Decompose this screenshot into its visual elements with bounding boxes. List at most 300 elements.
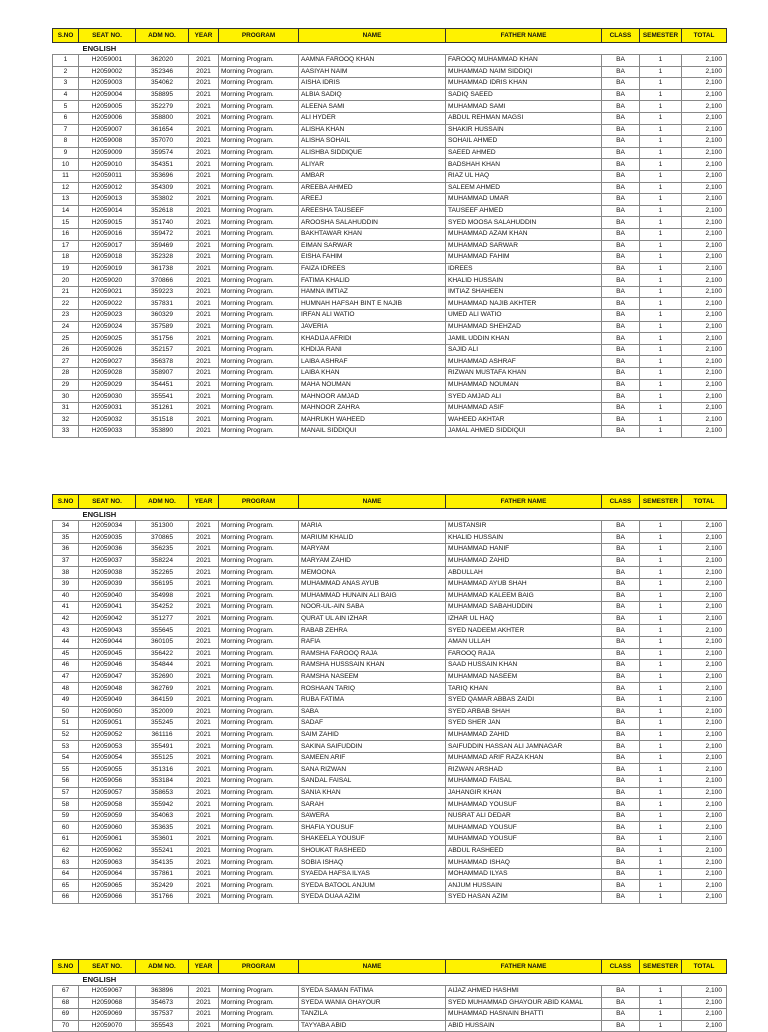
cell-total: 2,100 xyxy=(682,414,727,426)
cell-year: 2021 xyxy=(189,834,219,846)
cell-sno: 60 xyxy=(53,822,79,834)
cell-year: 2021 xyxy=(189,764,219,776)
cell-adm-no: 359574 xyxy=(136,147,189,159)
cell-father-name: RIZWAN ARSHAD xyxy=(446,764,602,776)
cell-name: RAMSHA NASEEM xyxy=(299,671,446,683)
cell-total: 2,100 xyxy=(682,310,727,322)
cell-name: RUBA FATIMA xyxy=(299,694,446,706)
cell-program: Morning Program. xyxy=(219,402,299,414)
cell-year: 2021 xyxy=(189,741,219,753)
cell-adm-no: 356422 xyxy=(136,648,189,660)
cell-sno: 65 xyxy=(53,880,79,892)
cell-class: BA xyxy=(602,310,640,322)
cell-adm-no: 351277 xyxy=(136,613,189,625)
table-row xyxy=(53,986,727,998)
cell-program: Morning Program. xyxy=(219,834,299,846)
cell-class: BA xyxy=(602,636,640,648)
cell-semester: 1 xyxy=(640,567,682,579)
cell-father-name: MUHAMMAD YOUSUF xyxy=(446,799,602,811)
cell-adm-no: 353890 xyxy=(136,426,189,438)
cell-sno: 24 xyxy=(53,321,79,333)
cell-semester: 1 xyxy=(640,997,682,1009)
cell-adm-no: 355942 xyxy=(136,799,189,811)
cell-program: Morning Program. xyxy=(219,764,299,776)
cell-total: 2,100 xyxy=(682,89,727,101)
cell-name: MANAIL SIDDIQUI xyxy=(299,426,446,438)
cell-class: BA xyxy=(602,671,640,683)
table-row xyxy=(53,205,727,217)
cell-seat-no: H2059065 xyxy=(79,880,136,892)
cell-father-name: MUHAMMAD NOUMAN xyxy=(446,379,602,391)
cell-total: 2,100 xyxy=(682,252,727,264)
table-row xyxy=(53,613,727,625)
cell-seat-no: H2059021 xyxy=(79,286,136,298)
table-row xyxy=(53,159,727,171)
cell-adm-no: 357537 xyxy=(136,1009,189,1021)
table-row xyxy=(53,194,727,206)
cell-program: Morning Program. xyxy=(219,729,299,741)
cell-program: Morning Program. xyxy=(219,986,299,998)
table-row xyxy=(53,298,727,310)
cell-sno: 7 xyxy=(53,124,79,136)
cell-total: 2,100 xyxy=(682,578,727,590)
cell-name: SYEDA WANIA GHAYOUR xyxy=(299,997,446,1009)
cell-adm-no: 358653 xyxy=(136,787,189,799)
table-block xyxy=(52,959,726,1032)
cell-class: BA xyxy=(602,706,640,718)
cell-seat-no: H2059064 xyxy=(79,868,136,880)
cell-semester: 1 xyxy=(640,368,682,380)
cell-father-name: NUSRAT ALI DEDAR xyxy=(446,810,602,822)
cell-class: BA xyxy=(602,414,640,426)
cell-program: Morning Program. xyxy=(219,521,299,533)
cell-year: 2021 xyxy=(189,402,219,414)
cell-seat-no: H2059048 xyxy=(79,683,136,695)
column-header-class: CLASS xyxy=(602,29,640,43)
cell-year: 2021 xyxy=(189,275,219,287)
cell-sno: 5 xyxy=(53,101,79,113)
cell-year: 2021 xyxy=(189,391,219,403)
cell-name: MAHNOOR ZAHRA xyxy=(299,402,446,414)
cell-father-name: MUHAMMAD ASHRAF xyxy=(446,356,602,368)
cell-father-name: AIJAZ AHMED HASHMI xyxy=(446,986,602,998)
table-row xyxy=(53,555,727,567)
cell-total: 2,100 xyxy=(682,101,727,113)
table-row xyxy=(53,636,727,648)
cell-adm-no: 355491 xyxy=(136,741,189,753)
column-header-name: NAME xyxy=(299,960,446,974)
cell-year: 2021 xyxy=(189,567,219,579)
cell-adm-no: 357861 xyxy=(136,868,189,880)
table-row xyxy=(53,66,727,78)
cell-seat-no: H2059005 xyxy=(79,101,136,113)
cell-seat-no: H2059055 xyxy=(79,764,136,776)
cell-seat-no: H2059022 xyxy=(79,298,136,310)
cell-sno: 66 xyxy=(53,892,79,904)
cell-adm-no: 352429 xyxy=(136,880,189,892)
cell-total: 2,100 xyxy=(682,55,727,67)
cell-seat-no: H2059029 xyxy=(79,379,136,391)
cell-year: 2021 xyxy=(189,356,219,368)
table-row xyxy=(53,671,727,683)
cell-year: 2021 xyxy=(189,683,219,695)
cell-semester: 1 xyxy=(640,636,682,648)
table-row xyxy=(53,182,727,194)
cell-sno: 69 xyxy=(53,1009,79,1021)
cell-program: Morning Program. xyxy=(219,78,299,90)
cell-adm-no: 352328 xyxy=(136,252,189,264)
table-row xyxy=(53,391,727,403)
section-title: ENGLISH xyxy=(82,43,117,53)
cell-total: 2,100 xyxy=(682,706,727,718)
cell-year: 2021 xyxy=(189,578,219,590)
cell-seat-no: H2059067 xyxy=(79,986,136,998)
cell-class: BA xyxy=(602,159,640,171)
table-row xyxy=(53,625,727,637)
cell-semester: 1 xyxy=(640,521,682,533)
cell-sno: 48 xyxy=(53,683,79,695)
cell-name: AROOSHA SALAHUDDIN xyxy=(299,217,446,229)
cell-name: MAHNOOR AMJAD xyxy=(299,391,446,403)
cell-year: 2021 xyxy=(189,321,219,333)
table-row xyxy=(53,764,727,776)
cell-semester: 1 xyxy=(640,66,682,78)
cell-father-name: MOHAMMAD ILYAS xyxy=(446,868,602,880)
cell-seat-no: H2059066 xyxy=(79,892,136,904)
cell-semester: 1 xyxy=(640,544,682,556)
cell-program: Morning Program. xyxy=(219,101,299,113)
cell-name: AMBAR xyxy=(299,170,446,182)
cell-sno: 39 xyxy=(53,578,79,590)
table-row xyxy=(53,718,727,730)
cell-name: LAIBA KHAN xyxy=(299,368,446,380)
cell-total: 2,100 xyxy=(682,602,727,614)
cell-semester: 1 xyxy=(640,275,682,287)
table-row xyxy=(53,333,727,345)
cell-sno: 59 xyxy=(53,810,79,822)
column-header-semester: SEMESTER xyxy=(640,495,682,509)
cell-name: MARYAM ZAHID xyxy=(299,555,446,567)
cell-program: Morning Program. xyxy=(219,66,299,78)
cell-semester: 1 xyxy=(640,671,682,683)
table-row xyxy=(53,660,727,672)
cell-program: Morning Program. xyxy=(219,379,299,391)
cell-father-name: MUHAMMAD FAISAL xyxy=(446,776,602,788)
cell-semester: 1 xyxy=(640,822,682,834)
cell-seat-no: H2059044 xyxy=(79,636,136,648)
cell-seat-no: H2059007 xyxy=(79,124,136,136)
cell-semester: 1 xyxy=(640,776,682,788)
cell-name: MARIUM KHALID xyxy=(299,532,446,544)
column-header-father-name: FATHER NAME xyxy=(446,29,602,43)
cell-year: 2021 xyxy=(189,263,219,275)
cell-adm-no: 352690 xyxy=(136,671,189,683)
cell-sno: 47 xyxy=(53,671,79,683)
cell-class: BA xyxy=(602,764,640,776)
cell-sno: 31 xyxy=(53,402,79,414)
cell-name: MUHAMMAD HUNAIN ALI BAIG xyxy=(299,590,446,602)
header-row xyxy=(53,29,727,43)
cell-total: 2,100 xyxy=(682,997,727,1009)
cell-total: 2,100 xyxy=(682,217,727,229)
cell-class: BA xyxy=(602,834,640,846)
cell-seat-no: H2059001 xyxy=(79,55,136,67)
cell-semester: 1 xyxy=(640,578,682,590)
cell-class: BA xyxy=(602,602,640,614)
cell-name: RAFIA xyxy=(299,636,446,648)
cell-name: KHDIJA RANI xyxy=(299,344,446,356)
cell-adm-no: 352009 xyxy=(136,706,189,718)
cell-father-name: KHALID HUSSAIN xyxy=(446,532,602,544)
cell-total: 2,100 xyxy=(682,544,727,556)
cell-semester: 1 xyxy=(640,741,682,753)
cell-seat-no: H2059054 xyxy=(79,752,136,764)
cell-father-name: MUHAMMAD UMAR xyxy=(446,194,602,206)
cell-seat-no: H2059031 xyxy=(79,402,136,414)
cell-total: 2,100 xyxy=(682,344,727,356)
cell-father-name: ANJUM HUSSAIN xyxy=(446,880,602,892)
cell-seat-no: H2059013 xyxy=(79,194,136,206)
cell-class: BA xyxy=(602,263,640,275)
column-header-semester: SEMESTER xyxy=(640,960,682,974)
cell-semester: 1 xyxy=(640,194,682,206)
cell-program: Morning Program. xyxy=(219,694,299,706)
cell-name: SANDAL FAISAL xyxy=(299,776,446,788)
cell-semester: 1 xyxy=(640,159,682,171)
cell-sno: 52 xyxy=(53,729,79,741)
table-row xyxy=(53,170,727,182)
cell-father-name: KHALID HUSSAIN xyxy=(446,275,602,287)
table-row xyxy=(53,1009,727,1021)
cell-sno: 56 xyxy=(53,776,79,788)
cell-total: 2,100 xyxy=(682,1009,727,1021)
cell-sno: 53 xyxy=(53,741,79,753)
cell-semester: 1 xyxy=(640,112,682,124)
cell-semester: 1 xyxy=(640,752,682,764)
cell-class: BA xyxy=(602,997,640,1009)
cell-semester: 1 xyxy=(640,321,682,333)
cell-total: 2,100 xyxy=(682,78,727,90)
cell-class: BA xyxy=(602,892,640,904)
cell-adm-no: 356235 xyxy=(136,544,189,556)
cell-semester: 1 xyxy=(640,344,682,356)
cell-name: ALEENA SAMI xyxy=(299,101,446,113)
table-row xyxy=(53,240,727,252)
cell-adm-no: 361654 xyxy=(136,124,189,136)
cell-father-name: SYED NADEEM AKHTER xyxy=(446,625,602,637)
cell-year: 2021 xyxy=(189,240,219,252)
cell-program: Morning Program. xyxy=(219,671,299,683)
cell-semester: 1 xyxy=(640,892,682,904)
cell-seat-no: H2059056 xyxy=(79,776,136,788)
cell-total: 2,100 xyxy=(682,880,727,892)
cell-year: 2021 xyxy=(189,660,219,672)
cell-program: Morning Program. xyxy=(219,625,299,637)
cell-program: Morning Program. xyxy=(219,368,299,380)
cell-name: SYEDA BATOOL ANJUM xyxy=(299,880,446,892)
cell-father-name: MUHAMMAD ARIF RAZA KHAN xyxy=(446,752,602,764)
cell-class: BA xyxy=(602,321,640,333)
cell-father-name: SAEED AHMED xyxy=(446,147,602,159)
cell-semester: 1 xyxy=(640,648,682,660)
cell-name: SAKINA SAIFUDDIN xyxy=(299,741,446,753)
cell-program: Morning Program. xyxy=(219,205,299,217)
cell-father-name: MUHAMMAD YOUSUF xyxy=(446,822,602,834)
cell-program: Morning Program. xyxy=(219,706,299,718)
cell-class: BA xyxy=(602,426,640,438)
cell-semester: 1 xyxy=(640,694,682,706)
cell-semester: 1 xyxy=(640,414,682,426)
cell-year: 2021 xyxy=(189,89,219,101)
cell-adm-no: 352265 xyxy=(136,567,189,579)
cell-father-name: MUHAMMAD SABAHUDDIN xyxy=(446,602,602,614)
cell-seat-no: H2059033 xyxy=(79,426,136,438)
cell-class: BA xyxy=(602,228,640,240)
cell-class: BA xyxy=(602,660,640,672)
cell-adm-no: 354351 xyxy=(136,159,189,171)
cell-father-name: SAJID ALI xyxy=(446,344,602,356)
cell-adm-no: 359472 xyxy=(136,228,189,240)
cell-sno: 45 xyxy=(53,648,79,660)
cell-program: Morning Program. xyxy=(219,683,299,695)
cell-name: IRFAN ALI WATIO xyxy=(299,310,446,322)
table-row xyxy=(53,799,727,811)
cell-year: 2021 xyxy=(189,892,219,904)
cell-adm-no: 357831 xyxy=(136,298,189,310)
column-header-total: TOTAL xyxy=(682,29,727,43)
cell-father-name: MUSTANSIR xyxy=(446,521,602,533)
cell-semester: 1 xyxy=(640,1009,682,1021)
cell-class: BA xyxy=(602,857,640,869)
cell-total: 2,100 xyxy=(682,741,727,753)
cell-name: ALBIA SADIQ xyxy=(299,89,446,101)
cell-seat-no: H2059025 xyxy=(79,333,136,345)
table-row xyxy=(53,590,727,602)
cell-father-name: IDREES xyxy=(446,263,602,275)
cell-year: 2021 xyxy=(189,136,219,148)
cell-total: 2,100 xyxy=(682,764,727,776)
table-row xyxy=(53,414,727,426)
cell-sno: 27 xyxy=(53,356,79,368)
cell-father-name: WAHEED AKHTAR xyxy=(446,414,602,426)
section-row xyxy=(53,43,727,55)
cell-class: BA xyxy=(602,880,640,892)
cell-sno: 58 xyxy=(53,799,79,811)
cell-program: Morning Program. xyxy=(219,344,299,356)
cell-class: BA xyxy=(602,333,640,345)
cell-total: 2,100 xyxy=(682,1020,727,1032)
cell-total: 2,100 xyxy=(682,147,727,159)
cell-year: 2021 xyxy=(189,78,219,90)
cell-adm-no: 351740 xyxy=(136,217,189,229)
cell-program: Morning Program. xyxy=(219,426,299,438)
cell-adm-no: 354252 xyxy=(136,602,189,614)
cell-name: AAMNA FAROOQ KHAN xyxy=(299,55,446,67)
cell-semester: 1 xyxy=(640,857,682,869)
cell-total: 2,100 xyxy=(682,776,727,788)
cell-seat-no: H2059011 xyxy=(79,170,136,182)
cell-name: AASIYAH NAIM xyxy=(299,66,446,78)
cell-adm-no: 354451 xyxy=(136,379,189,391)
cell-seat-no: H2059035 xyxy=(79,532,136,544)
cell-seat-no: H2059070 xyxy=(79,1020,136,1032)
table-row xyxy=(53,544,727,556)
column-header-seat-no: SEAT NO. xyxy=(79,29,136,43)
cell-total: 2,100 xyxy=(682,660,727,672)
cell-program: Morning Program. xyxy=(219,263,299,275)
cell-seat-no: H2059049 xyxy=(79,694,136,706)
cell-seat-no: H2059059 xyxy=(79,810,136,822)
cell-seat-no: H2059050 xyxy=(79,706,136,718)
cell-name: MEMOONA xyxy=(299,567,446,579)
cell-total: 2,100 xyxy=(682,66,727,78)
cell-total: 2,100 xyxy=(682,845,727,857)
cell-seat-no: H2059003 xyxy=(79,78,136,90)
cell-total: 2,100 xyxy=(682,718,727,730)
cell-adm-no: 356378 xyxy=(136,356,189,368)
cell-father-name: FAROOQ MUHAMMAD KHAN xyxy=(446,55,602,67)
cell-father-name: IZHAR UL HAQ xyxy=(446,613,602,625)
cell-class: BA xyxy=(602,555,640,567)
cell-year: 2021 xyxy=(189,368,219,380)
cell-year: 2021 xyxy=(189,298,219,310)
cell-program: Morning Program. xyxy=(219,602,299,614)
cell-program: Morning Program. xyxy=(219,822,299,834)
cell-year: 2021 xyxy=(189,845,219,857)
cell-sno: 50 xyxy=(53,706,79,718)
cell-name: ROSHAAN TARIQ xyxy=(299,683,446,695)
cell-sno: 23 xyxy=(53,310,79,322)
cell-total: 2,100 xyxy=(682,426,727,438)
cell-program: Morning Program. xyxy=(219,892,299,904)
cell-class: BA xyxy=(602,590,640,602)
cell-total: 2,100 xyxy=(682,136,727,148)
cell-name: RABAB ZEHRA xyxy=(299,625,446,637)
cell-year: 2021 xyxy=(189,555,219,567)
cell-class: BA xyxy=(602,136,640,148)
cell-seat-no: H2059009 xyxy=(79,147,136,159)
cell-year: 2021 xyxy=(189,147,219,159)
cell-sno: 51 xyxy=(53,718,79,730)
table-row xyxy=(53,356,727,368)
cell-name: SANA RIZWAN xyxy=(299,764,446,776)
cell-father-name: JAMIL UDDIN KHAN xyxy=(446,333,602,345)
cell-name: MARYAM xyxy=(299,544,446,556)
cell-seat-no: H2059015 xyxy=(79,217,136,229)
cell-program: Morning Program. xyxy=(219,1020,299,1032)
cell-year: 2021 xyxy=(189,1020,219,1032)
cell-year: 2021 xyxy=(189,426,219,438)
cell-name: FAIZA IDREES xyxy=(299,263,446,275)
cell-class: BA xyxy=(602,194,640,206)
section-row xyxy=(53,974,727,986)
cell-sno: 21 xyxy=(53,286,79,298)
table-row xyxy=(53,892,727,904)
cell-program: Morning Program. xyxy=(219,787,299,799)
cell-program: Morning Program. xyxy=(219,298,299,310)
table-row xyxy=(53,810,727,822)
table-row xyxy=(53,55,727,67)
cell-semester: 1 xyxy=(640,613,682,625)
cell-total: 2,100 xyxy=(682,532,727,544)
cell-class: BA xyxy=(602,275,640,287)
cell-program: Morning Program. xyxy=(219,567,299,579)
cell-sno: 29 xyxy=(53,379,79,391)
cell-total: 2,100 xyxy=(682,694,727,706)
column-header-adm-no: ADM NO. xyxy=(136,960,189,974)
table-row xyxy=(53,567,727,579)
cell-father-name: IMTIAZ SHAHEEN xyxy=(446,286,602,298)
